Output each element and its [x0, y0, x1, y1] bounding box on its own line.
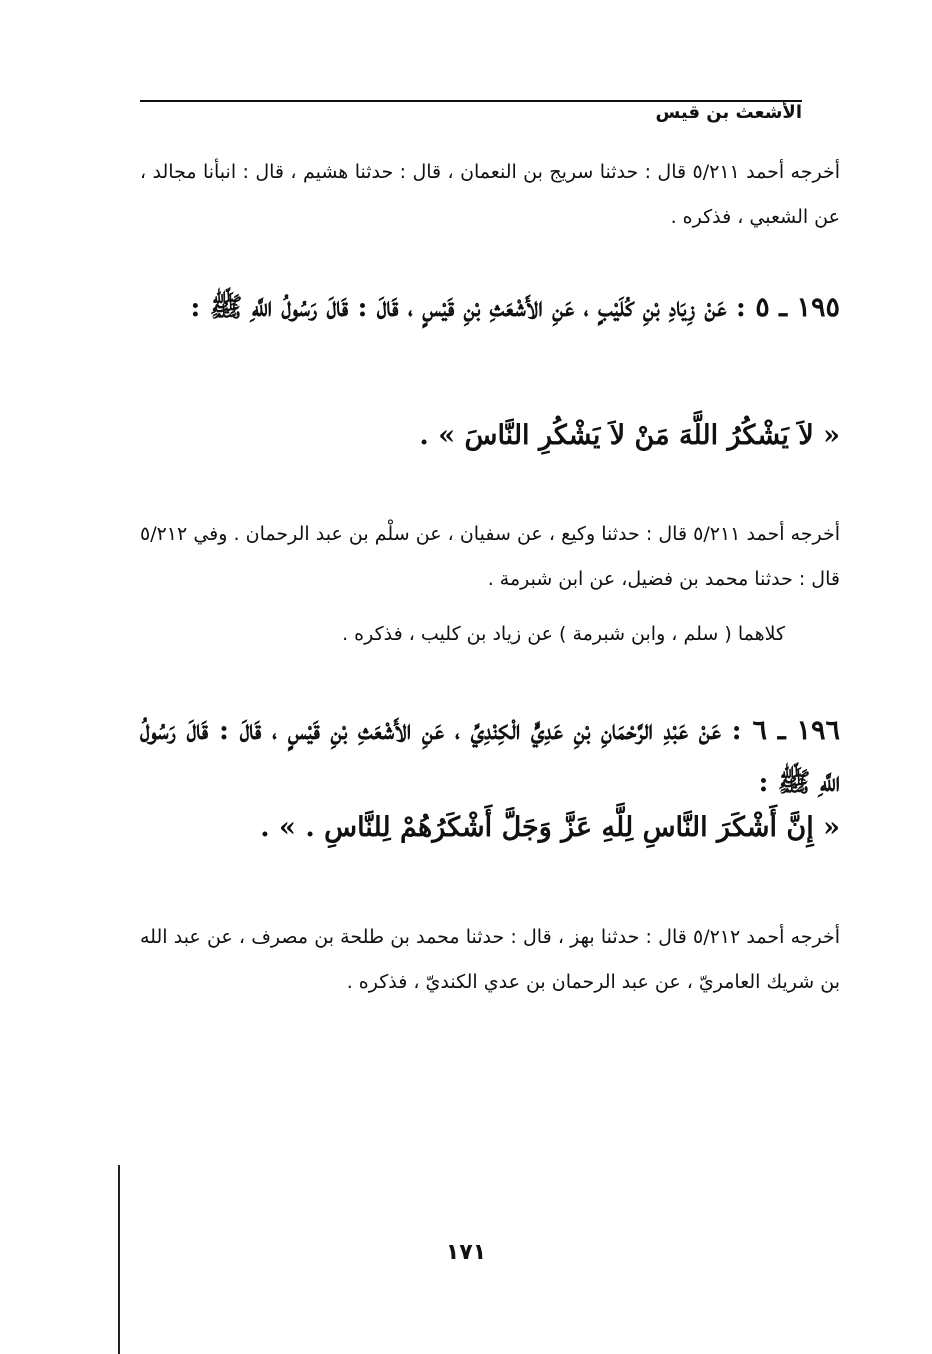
- hadith-196-isnad: ١٩٦ ـ ٦ : عَنْ عَبْدِ الرَّحْمَانِ بْنِ عَدِيٍّ الْكِنْدِيِّ ، عَنِ الأَشْعَثِ بْنِ قَيْسٍ ، قَالَ : قَالَ رَسُولُ اللَّهِ ﷺ :: [140, 715, 840, 798]
- page-number: ١٧١: [445, 1240, 487, 1265]
- takhrij-note-1: أخرجه أحمد ٥/٢١١ قال : حدثنا سريج بن النعمان ، قال : حدثنا هشيم ، قال : انبأنا مجالد ، عن الشعبي ، فذكره .: [140, 161, 841, 228]
- takhrij-note-3: أخرجه أحمد ٥/٢١٢ قال : حدثنا بهز ، قال : حدثنا محمد بن طلحة بن مصرف ، عن عبد الله بن شريك العامريّ ، عن عبد الرحمان بن عدي الكنديّ ، فذكره .: [140, 926, 841, 993]
- header-title: الأشعث بن قيس: [655, 102, 802, 123]
- hadith-195-matn: « لاَ يَشْكُرُ اللَّهَ مَنْ لاَ يَشْكُرِ النَّاسَ » .: [419, 420, 840, 451]
- hadith-196-matn: « إِنَّ أَشْكَرَ النَّاسِ لِلَّهِ عَزَّ وَجَلَّ أَشْكَرُهُمْ لِلنَّاسِ . » .: [260, 812, 840, 843]
- takhrij-note-2: أخرجه أحمد ٥/٢١١ قال : حدثنا وكيع ، عن سفيان ، عن سلْم بن عبد الرحمان . وفي ٥/٢١٢ قال : حدثنا محمد بن فضيل، عن ابن شبرمة .: [140, 523, 841, 590]
- running-header: [140, 100, 802, 130]
- hadith-195-isnad: ١٩٥ ـ ٥ : عَنْ زِيَادِ بْنِ كُلَيْبٍ ، عَنِ الأَشْعَثِ بْنِ قَيْسٍ ، قَالَ : قَالَ رَسُولُ اللَّهِ ﷺ :: [190, 292, 840, 323]
- takhrij-note-2-summary: كلاهما ( سلم ، وابن شبرمة ) عن زياد بن كليب ، فذكره .: [342, 623, 785, 645]
